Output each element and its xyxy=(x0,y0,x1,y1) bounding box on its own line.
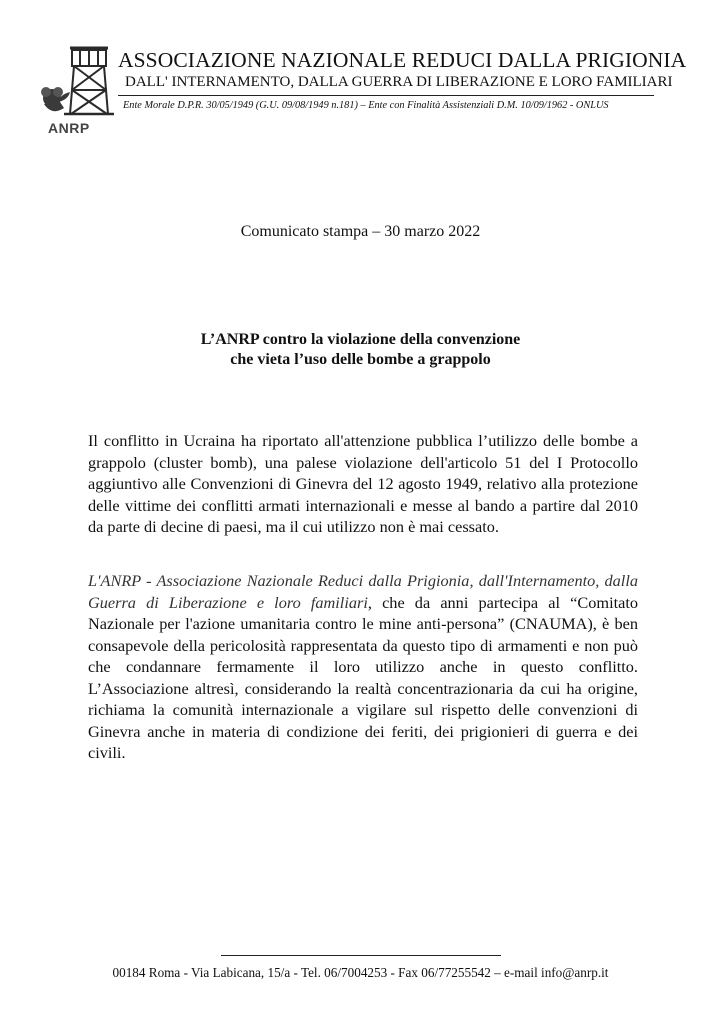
press-release-date: Comunicato stampa – 30 marzo 2022 xyxy=(240,223,481,240)
body-paragraph-1: Il conflitto in Ucraina ha riportato all'attenzione pubblica l’utilizzo delle bombe a grappolo (cluster bomb), una palese violazione dell'articolo 51 del I Protocollo aggiuntivo alle Convenzioni di Ginevra del 12 agosto 1949, relativo alla protezione delle vittime dei conflitti armati internazionali e messe al bando a partire dal 2010 da parte di decine di paesi, ma il cui utilizzo non è mai cessato. xyxy=(88,431,638,536)
headline-line-1: L’ANRP contro la violazione della convenzione xyxy=(200,331,521,348)
organization-name: ASSOCIAZIONE NAZIONALE REDUCI DALLA PRIGIONIA xyxy=(118,48,687,72)
association-full-name: L'ANRP - Associazione Nazionale Reduci dalla Prigionia, dall'Internamento, dalla Guerra di Liberazione e loro familiari xyxy=(88,571,638,612)
watchtower-rose-icon xyxy=(34,42,118,120)
logo-text: ANRP xyxy=(48,120,90,136)
headline-line-2: che vieta l’uso delle bombe a grappolo xyxy=(230,351,491,368)
organization-legal-line: Ente Morale D.P.R. 30/05/1949 (G.U. 09/08/1949 n.181) – Ente con Finalità Assistenziali D.M. 10/09/1962 - ONLUS xyxy=(123,100,609,111)
body-paragraph-2 xyxy=(88,570,638,764)
organization-subtitle: DALL' INTERNAMENTO, DALLA GUERRA DI LIBERAZIONE E LORO FAMILIARI xyxy=(125,74,673,90)
header-divider xyxy=(118,95,654,96)
headline xyxy=(0,330,721,370)
anrp-logo xyxy=(34,42,118,138)
body-paragraph-2-text: , che da anni partecipa al “Comitato Nazionale per l'azione umanitaria contro le mine anti-persona” (CNAUMA), è ben consapevole della pericolosità rappresentata da questo tipo di armamenti e non può che condannare fermamente il loro utilizzo anche in questo conflitto. L’Associazione altresì, considerando la realtà concentrazionaria da cui ha origine, richiama la comunità internazionale a vigilare sul rispetto delle convenzioni di Ginevra anche in materia di condizione dei feriti, dei prigionieri di guerra e dei civili. xyxy=(88,592,639,762)
footer-divider xyxy=(221,955,501,956)
footer-address: 00184 Roma - Via Labicana, 15/a - Tel. 06/7004253 - Fax 06/77255542 – e-mail info@anrp.it xyxy=(112,965,609,980)
